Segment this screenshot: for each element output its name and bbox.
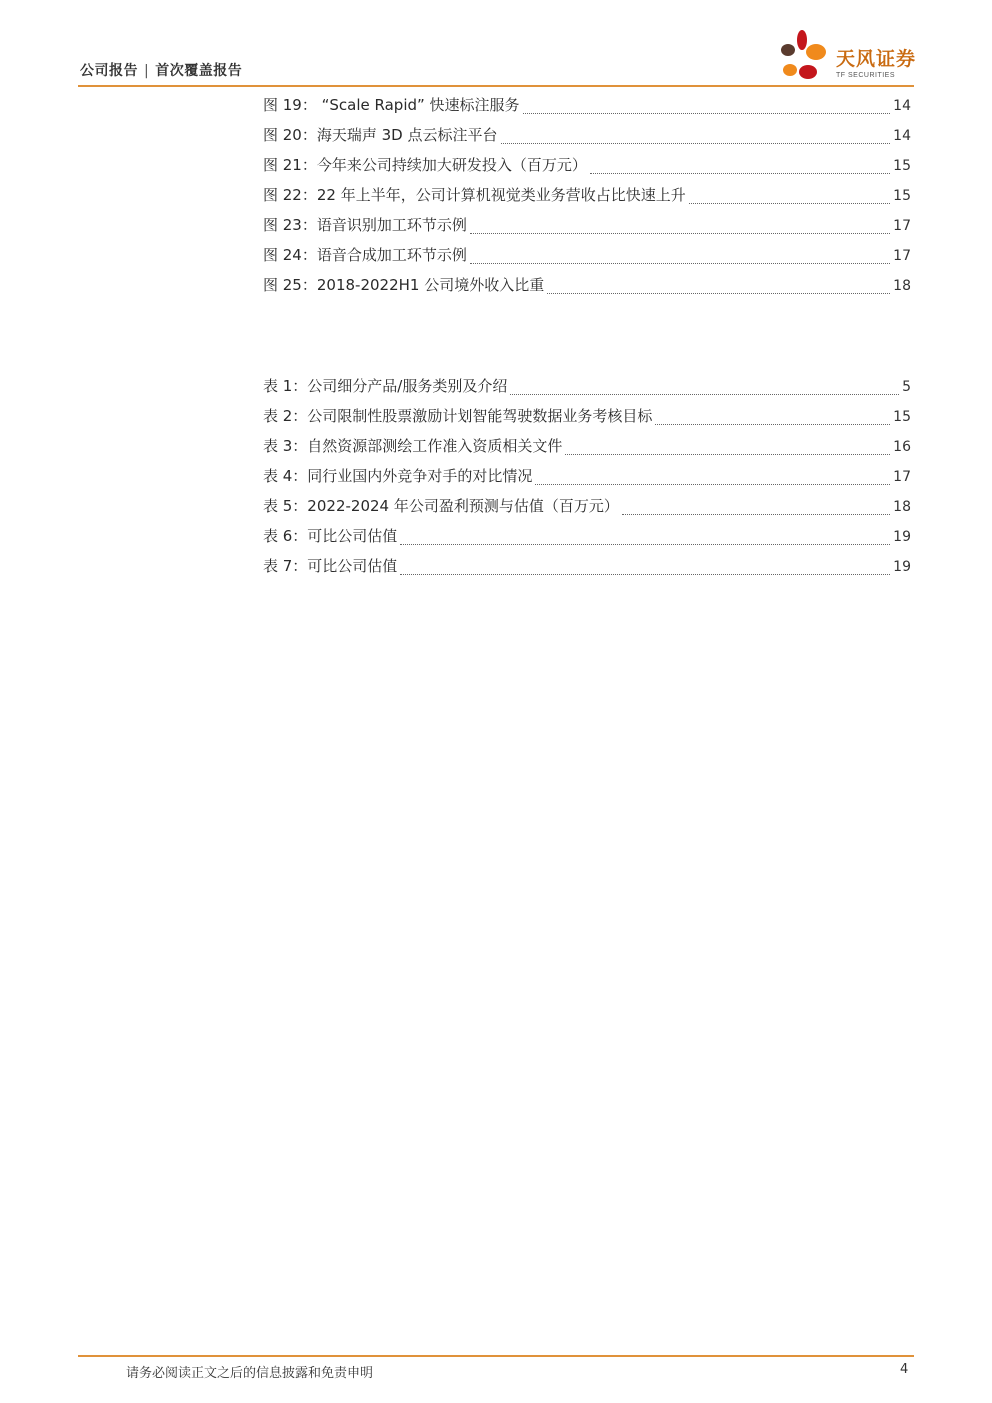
table-entry[interactable] xyxy=(263,525,911,555)
toc-entry-page: 14 xyxy=(893,98,911,114)
logo-name: 天风证券 xyxy=(836,48,917,70)
footer-rule xyxy=(78,1355,914,1357)
dot-leader xyxy=(510,393,899,395)
figure-entry[interactable] xyxy=(263,184,911,214)
toc-entry-label: 图 24：语音合成加工环节示例 xyxy=(263,246,467,264)
report-type: 公司报告 xyxy=(80,63,138,79)
dot-leader xyxy=(547,292,890,294)
dot-leader xyxy=(590,172,890,174)
footer-disclaimer: 请务必阅读正文之后的信息披露和免责申明 xyxy=(126,1366,374,1381)
table-entry[interactable] xyxy=(263,555,911,585)
toc-entry-label: 表 2：公司限制性股票激励计划智能驾驶数据业务考核目标 xyxy=(263,407,653,425)
tf-securities-logo xyxy=(778,30,918,86)
toc-entry-label: 表 4：同行业国内外竞争对手的对比情况 xyxy=(263,467,533,485)
table-entry[interactable] xyxy=(263,435,911,465)
dot-leader xyxy=(400,573,890,575)
toc-entry-page: 14 xyxy=(893,128,911,144)
toc-entry-page: 19 xyxy=(893,559,911,575)
toc-entry-label: 图 25：2018-2022H1 公司境外收入比重 xyxy=(263,276,545,294)
figure-entry[interactable] xyxy=(263,214,911,244)
flower-logo-icon xyxy=(778,30,834,86)
dot-leader xyxy=(501,142,891,144)
figure-entry[interactable] xyxy=(263,244,911,274)
toc-entry-page: 19 xyxy=(893,529,911,545)
toc-entry-page: 17 xyxy=(893,248,911,264)
toc-entry-page: 18 xyxy=(893,499,911,515)
toc-entry-label: 图 23：语音识别加工环节示例 xyxy=(263,216,467,234)
page-number: 4 xyxy=(900,1362,909,1377)
dot-leader xyxy=(655,423,890,425)
dot-leader xyxy=(400,543,890,545)
dot-leader xyxy=(470,262,890,264)
table-entry[interactable] xyxy=(263,405,911,435)
table-entry[interactable] xyxy=(263,375,911,405)
toc-entry-label: 表 6：可比公司估值 xyxy=(263,527,398,545)
logo-subtitle: TF SECURITIES xyxy=(836,72,896,79)
dot-leader xyxy=(535,483,890,485)
figure-entry[interactable] xyxy=(263,94,911,124)
table-entry[interactable] xyxy=(263,495,911,525)
figure-entry[interactable] xyxy=(263,274,911,304)
dot-leader xyxy=(689,202,890,204)
toc-entry-label: 表 5：2022-2024 年公司盈利预测与估值（百万元） xyxy=(263,497,619,515)
table-entry[interactable] xyxy=(263,465,911,495)
dot-leader xyxy=(523,112,891,114)
toc-entry-label: 表 1：公司细分产品/服务类别及介绍 xyxy=(263,377,508,395)
dot-leader xyxy=(470,232,890,234)
toc-entry-label: 图 22：22 年上半年，公司计算机视觉类业务营收占比快速上升 xyxy=(263,186,686,204)
report-subtype: 首次覆盖报告 xyxy=(155,63,243,79)
toc-entry-page: 15 xyxy=(893,188,911,204)
toc-entry-label: 图 21：今年来公司持续加大研发投入（百万元） xyxy=(263,156,587,174)
toc-entry-label: 图 19： “Scale Rapid” 快速标注服务 xyxy=(263,96,520,114)
table-list xyxy=(263,375,911,585)
toc-entry-label: 表 7：可比公司估值 xyxy=(263,557,398,575)
header-separator: | xyxy=(144,63,150,79)
figure-entry[interactable] xyxy=(263,124,911,154)
header-title xyxy=(80,60,242,80)
dot-leader xyxy=(565,453,890,455)
figure-entry[interactable] xyxy=(263,154,911,184)
toc-entry-page: 18 xyxy=(893,278,911,294)
toc-entry-page: 17 xyxy=(893,469,911,485)
dot-leader xyxy=(622,513,890,515)
figure-list xyxy=(263,94,911,304)
toc-entry-page: 17 xyxy=(893,218,911,234)
toc-entry-label: 图 20：海天瑞声 3D 点云标注平台 xyxy=(263,126,498,144)
toc-entry-page: 5 xyxy=(902,379,911,395)
toc-entry-page: 16 xyxy=(893,439,911,455)
toc-entry-page: 15 xyxy=(893,158,911,174)
toc-entry-page: 15 xyxy=(893,409,911,425)
header-rule xyxy=(78,85,914,87)
toc-entry-label: 表 3：自然资源部测绘工作准入资质相关文件 xyxy=(263,437,563,455)
